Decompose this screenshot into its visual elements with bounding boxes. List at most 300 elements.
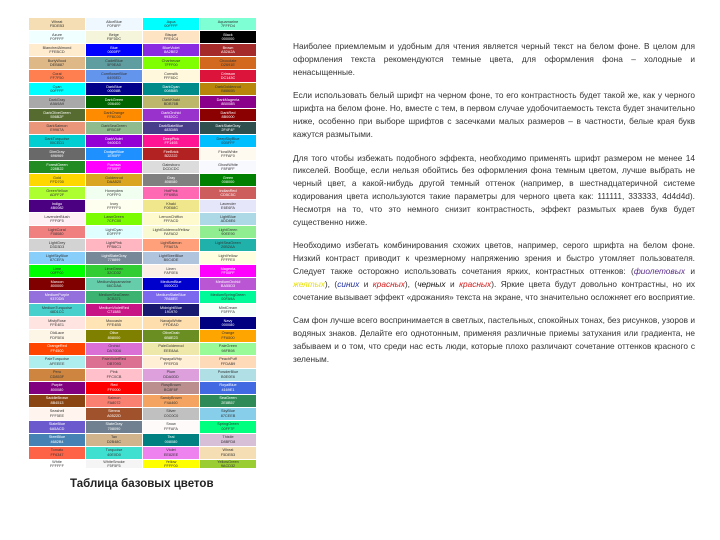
p4-text-1: Необходимо избегать комбинирования схожих цветов, например, серого шрифта на белом фоне. Низкий контраст приводит к чрезмерному напряжению зрения и быстро утомляет пользователя. Следует также осторожно использовать сочетания ярких, контрастных оттенков: ( bbox=[293, 240, 695, 276]
color-name: PaleVioletRed bbox=[102, 357, 126, 362]
color-name: LawnGreen bbox=[104, 214, 124, 219]
paragraph-4 bbox=[293, 239, 695, 303]
color-cell bbox=[86, 96, 142, 108]
color-cell bbox=[200, 31, 256, 43]
color-code: FFFAFA bbox=[164, 426, 178, 431]
color-cell bbox=[143, 109, 199, 121]
p4-text-7: ). Яркие цвета будут довольно контрастны, но их сочетание вызывает эффект «дрожания» текста на экране, что значительно осложняет его восприятие. bbox=[293, 278, 696, 302]
color-name: Maroon bbox=[50, 279, 64, 284]
color-name: Tan bbox=[110, 435, 118, 440]
color-name: Crimson bbox=[220, 71, 236, 76]
paragraph-5: Сам фон лучше всего воспринимается в светлых, пастельных, спокойных тонах, без рисунков, узоров и водяных знаков. Делайте его однотонным, применяя различные приемы затухания или градиента, не забываем и о том, что среди нас есть люди, которые плохо различают сочетание оттенков красного с зеленым. bbox=[293, 315, 695, 364]
color-code: FFEBCD bbox=[49, 49, 65, 54]
color-code: 00BFFF bbox=[221, 140, 235, 145]
color-cell bbox=[200, 213, 256, 225]
color-cell bbox=[200, 460, 256, 468]
color-cell bbox=[200, 278, 256, 290]
color-name: SpringGreen bbox=[217, 422, 239, 427]
color-code: 008080 bbox=[164, 439, 178, 444]
color-code: 228B22 bbox=[50, 166, 64, 171]
color-code: 8FBC8F bbox=[106, 127, 122, 132]
color-cell bbox=[86, 395, 142, 407]
color-code: BC8F8F bbox=[163, 387, 179, 392]
p4-text-3: ), ( bbox=[324, 278, 338, 289]
color-code: 6A5ACD bbox=[49, 426, 65, 431]
color-cell bbox=[86, 382, 142, 394]
color-name: DarkCyan bbox=[162, 84, 180, 89]
color-cell bbox=[86, 330, 142, 342]
color-code: 8A2BE2 bbox=[164, 49, 178, 54]
color-name: MistyRose bbox=[48, 318, 66, 323]
color-code: FAFAD2 bbox=[163, 231, 179, 236]
color-cell bbox=[29, 135, 85, 147]
p4-text-4: и bbox=[359, 278, 373, 289]
color-cell bbox=[200, 395, 256, 407]
color-cell bbox=[200, 174, 256, 186]
color-cell bbox=[86, 460, 142, 468]
color-code: 696969 bbox=[50, 153, 64, 158]
color-cell bbox=[143, 434, 199, 446]
color-code: DEB887 bbox=[49, 62, 65, 67]
color-name: DarkKhaki bbox=[162, 97, 180, 102]
color-cell bbox=[86, 213, 142, 225]
color-cell bbox=[143, 330, 199, 342]
emphasis-violet: фиолетовых bbox=[633, 265, 686, 276]
color-cell bbox=[143, 226, 199, 238]
paragraph-3: Для того чтобы избежать подобного эффекта, необходимо применять шрифт размером не менее 14 пикселей. Вообще, если нельзя обойтись без оформления фона темным цветом, лучше выбрать не черный цвет, а какой-нибудь другой темный оттенок (например, в шестнадцатеричной системе кодирования цвета используются такие параметры для черного цвета как: 111111, 333333, 4d4d4d). Несмотря на то, что это немного снизит контрастность, эффект размытых краев букв будет существенно ниже. bbox=[293, 152, 695, 227]
color-name: DarkGoldenrod bbox=[215, 84, 241, 89]
color-name: RosyBrown bbox=[161, 383, 181, 388]
color-name: DeepSkyBlue bbox=[216, 136, 240, 141]
color-code: FFF8DC bbox=[163, 75, 179, 80]
color-code: B0E0E6 bbox=[221, 374, 235, 379]
color-name: DarkRed bbox=[220, 110, 236, 115]
color-code: 556B2F bbox=[50, 114, 64, 119]
color-name: Olive bbox=[109, 331, 119, 336]
color-cell bbox=[29, 18, 85, 30]
color-code: ADD8E6 bbox=[220, 218, 236, 223]
color-cell bbox=[143, 304, 199, 316]
color-name: Brown bbox=[222, 45, 234, 50]
color-code: E9967A bbox=[50, 127, 64, 132]
color-code: B8860B bbox=[221, 88, 235, 93]
color-cell bbox=[86, 31, 142, 43]
p4-text-5: ), ( bbox=[404, 278, 418, 289]
color-code: F5F5F5 bbox=[107, 463, 121, 468]
color-cell bbox=[200, 291, 256, 303]
color-code: BA55D3 bbox=[220, 283, 236, 288]
color-code: 0000CD bbox=[164, 283, 178, 288]
color-name: Chartreuse bbox=[161, 58, 181, 63]
table-caption: Таблица базовых цветов bbox=[70, 478, 214, 490]
color-code: FAF0E6 bbox=[164, 270, 178, 275]
color-name: Yellow bbox=[165, 459, 177, 464]
color-name: IndianRed bbox=[219, 188, 237, 193]
color-code: 4682B4 bbox=[50, 439, 64, 444]
color-cell bbox=[29, 265, 85, 277]
color-cell bbox=[143, 200, 199, 212]
color-name: SandyBrown bbox=[160, 396, 182, 401]
color-cell bbox=[29, 343, 85, 355]
color-code: FFB6C1 bbox=[106, 244, 122, 249]
color-code: 00FFFF bbox=[50, 88, 64, 93]
color-code: 808000 bbox=[107, 335, 121, 340]
color-cell bbox=[143, 395, 199, 407]
color-cell bbox=[29, 96, 85, 108]
color-name: LightCoral bbox=[48, 227, 66, 232]
color-code: E0FFFF bbox=[107, 231, 121, 236]
color-name: PeachPuff bbox=[219, 357, 237, 362]
color-name: GhostWhite bbox=[218, 162, 238, 167]
color-cell bbox=[86, 109, 142, 121]
color-code: B22222 bbox=[164, 153, 178, 158]
color-code: 6B8E23 bbox=[164, 335, 178, 340]
color-code: D2B48C bbox=[106, 439, 122, 444]
color-name: LightCyan bbox=[105, 227, 123, 232]
color-name: Bisque bbox=[165, 32, 177, 37]
color-name: Red bbox=[110, 383, 118, 388]
color-name: Khaki bbox=[166, 201, 176, 206]
color-name: Gainsboro bbox=[162, 162, 180, 167]
color-name: DeepPink bbox=[162, 136, 180, 141]
color-code: FFDAB9 bbox=[220, 361, 236, 366]
color-cell bbox=[200, 434, 256, 446]
color-cell bbox=[143, 356, 199, 368]
color-name: DarkMagenta bbox=[216, 97, 240, 102]
color-name: YellowGreen bbox=[217, 459, 239, 464]
color-cell bbox=[86, 83, 142, 95]
color-cell bbox=[200, 96, 256, 108]
color-name: PaleTurquoise bbox=[44, 357, 70, 362]
color-code: 808080 bbox=[164, 179, 178, 184]
color-cell bbox=[86, 187, 142, 199]
color-cell bbox=[29, 395, 85, 407]
color-code: F0FFF0 bbox=[107, 192, 121, 197]
color-code: 7FFFD4 bbox=[221, 23, 235, 28]
color-name: LightGrey bbox=[48, 240, 66, 245]
color-name: Beige bbox=[109, 32, 119, 37]
color-cell bbox=[29, 148, 85, 160]
color-cell bbox=[29, 408, 85, 420]
color-cell bbox=[29, 174, 85, 186]
color-name: LightSkyBlue bbox=[45, 253, 69, 258]
color-name: Sienna bbox=[108, 409, 120, 414]
color-cell bbox=[200, 161, 256, 173]
color-name: NavajoWhite bbox=[160, 318, 182, 323]
color-name: Blue bbox=[110, 45, 118, 50]
color-name: PapayaWhip bbox=[160, 357, 182, 362]
color-name: OrangeRed bbox=[47, 344, 67, 349]
color-code: 98FB98 bbox=[221, 348, 235, 353]
color-code: 66CDAA bbox=[106, 283, 122, 288]
color-name: Pink bbox=[110, 370, 118, 375]
emphasis-red: красных bbox=[372, 278, 405, 289]
color-cell bbox=[143, 161, 199, 173]
color-cell bbox=[29, 421, 85, 433]
color-cell bbox=[143, 31, 199, 43]
color-cell bbox=[29, 239, 85, 251]
color-name: MediumOrchid bbox=[215, 279, 241, 284]
color-name: MediumSeaGreen bbox=[98, 292, 130, 297]
color-name: MediumSlateBlue bbox=[156, 292, 186, 297]
color-name: Navy bbox=[223, 318, 233, 323]
color-code: 000080 bbox=[221, 322, 235, 327]
color-code: 8B0000 bbox=[221, 114, 235, 119]
color-name: DimGray bbox=[49, 149, 65, 154]
color-name: DarkOrange bbox=[103, 110, 125, 115]
color-code: 0000FF bbox=[107, 49, 121, 54]
emphasis-yellow: желтых bbox=[293, 278, 325, 289]
color-code: 8B008B bbox=[221, 101, 235, 106]
color-code: FA8072 bbox=[107, 400, 121, 405]
color-name: MediumAquamarine bbox=[97, 279, 131, 284]
color-name: SkyBlue bbox=[221, 409, 235, 414]
color-name: LimeGreen bbox=[104, 266, 124, 271]
color-cell bbox=[143, 369, 199, 381]
color-name: Green bbox=[222, 175, 234, 180]
color-cell bbox=[200, 252, 256, 264]
color-code: FF6347 bbox=[50, 452, 64, 457]
color-name: OliveDrab bbox=[162, 331, 180, 336]
color-name: DarkSalmon bbox=[46, 123, 68, 128]
color-name: DarkViolet bbox=[105, 136, 123, 141]
color-cell bbox=[86, 200, 142, 212]
color-name: Aqua bbox=[166, 19, 176, 24]
color-code: F4A460 bbox=[164, 400, 178, 405]
color-name: Plum bbox=[166, 370, 176, 375]
color-cell bbox=[143, 317, 199, 329]
color-name: Orange bbox=[221, 331, 235, 336]
color-code: EEE8AA bbox=[163, 348, 179, 353]
color-code: DC143C bbox=[220, 75, 236, 80]
color-name: GreenYellow bbox=[46, 188, 68, 193]
color-cell bbox=[86, 291, 142, 303]
color-name: Magenta bbox=[220, 266, 236, 271]
color-code: A52A2A bbox=[221, 49, 235, 54]
color-name: LemonChiffon bbox=[159, 214, 183, 219]
color-cell bbox=[86, 174, 142, 186]
color-name: OldLace bbox=[49, 331, 65, 336]
color-name: LightSteelBlue bbox=[158, 253, 184, 258]
color-cell bbox=[29, 226, 85, 238]
p4-text-2: и bbox=[685, 265, 695, 276]
color-cell bbox=[29, 447, 85, 459]
color-cell bbox=[86, 278, 142, 290]
color-name: DarkGreen bbox=[104, 97, 124, 102]
color-name: Lime bbox=[52, 266, 62, 271]
color-name: Lavender bbox=[220, 201, 236, 206]
color-cell bbox=[86, 408, 142, 420]
color-name: Wheat bbox=[51, 19, 63, 24]
color-cell bbox=[29, 434, 85, 446]
color-cell bbox=[29, 122, 85, 134]
color-cell bbox=[143, 57, 199, 69]
color-name: BurlyWood bbox=[47, 58, 67, 63]
color-name: HotPink bbox=[164, 188, 178, 193]
color-name: Gray bbox=[166, 175, 176, 180]
color-cell bbox=[29, 109, 85, 121]
color-cell bbox=[143, 382, 199, 394]
color-cell bbox=[143, 83, 199, 95]
color-code: 708090 bbox=[107, 426, 121, 431]
color-name: PowderBlue bbox=[217, 370, 239, 375]
color-code: 90EE90 bbox=[221, 231, 235, 236]
color-cell bbox=[200, 83, 256, 95]
color-cell bbox=[29, 200, 85, 212]
color-name: Silver bbox=[166, 409, 176, 414]
color-code: FFD700 bbox=[50, 179, 64, 184]
color-cell bbox=[200, 421, 256, 433]
color-name: Gold bbox=[52, 175, 62, 180]
color-cell bbox=[200, 330, 256, 342]
color-cell bbox=[29, 356, 85, 368]
color-cell bbox=[200, 226, 256, 238]
color-cell bbox=[143, 447, 199, 459]
color-name: Seashell bbox=[49, 409, 65, 414]
color-name: LightGoldenrodYellow bbox=[152, 227, 190, 232]
color-name: WhiteSmoke bbox=[103, 459, 125, 464]
color-code: B0C4DE bbox=[163, 257, 179, 262]
color-cell bbox=[86, 447, 142, 459]
color-code: 87CEFA bbox=[49, 257, 65, 262]
color-name: Indigo bbox=[51, 201, 63, 206]
color-code: CD5C5C bbox=[220, 192, 236, 197]
color-code: DB7093 bbox=[107, 361, 121, 366]
color-name: White bbox=[52, 459, 62, 464]
color-code: DDA0DD bbox=[163, 374, 179, 379]
color-code: 32CD32 bbox=[107, 270, 121, 275]
color-code: 00008B bbox=[107, 88, 121, 93]
color-code: 8B4513 bbox=[50, 400, 64, 405]
color-name: LightYellow bbox=[218, 253, 238, 258]
color-name: FireBrick bbox=[163, 149, 179, 154]
color-code: 48D1CC bbox=[49, 309, 65, 314]
color-name: SeaGreen bbox=[219, 396, 237, 401]
color-cell bbox=[29, 317, 85, 329]
color-name: Cyan bbox=[52, 84, 62, 89]
color-code: D3D3D3 bbox=[49, 244, 65, 249]
color-code: ADFF2F bbox=[49, 192, 65, 197]
color-cell bbox=[29, 330, 85, 342]
color-code: 40E0D0 bbox=[107, 452, 121, 457]
color-name: MintCream bbox=[218, 305, 238, 310]
color-name: Coral bbox=[52, 71, 62, 76]
color-code: BDB76B bbox=[163, 101, 179, 106]
color-name: CadetBlue bbox=[105, 58, 123, 63]
color-code: 191970 bbox=[164, 309, 178, 314]
color-name: Snow bbox=[166, 422, 176, 427]
color-name: DarkSlateBlue bbox=[158, 123, 184, 128]
color-cell bbox=[86, 148, 142, 160]
color-name: DarkTurquoise bbox=[44, 136, 70, 141]
color-code: DCDCDC bbox=[162, 166, 180, 171]
color-code: 2F4F4F bbox=[221, 127, 235, 132]
color-code: FFC0CB bbox=[106, 374, 122, 379]
color-cell bbox=[143, 408, 199, 420]
color-code: 00FA9A bbox=[221, 296, 235, 301]
color-code: 006400 bbox=[107, 101, 121, 106]
color-name: Cornsilk bbox=[164, 71, 178, 76]
color-code: C0C0C0 bbox=[163, 413, 179, 418]
color-cell bbox=[200, 57, 256, 69]
color-code: FFFF00 bbox=[164, 463, 178, 468]
color-name: PaleGreen bbox=[218, 344, 238, 349]
color-code: A9A9A9 bbox=[50, 101, 64, 106]
color-name: LightGreen bbox=[218, 227, 238, 232]
color-code: 800080 bbox=[50, 387, 64, 392]
color-code: DA70D6 bbox=[106, 348, 122, 353]
color-name: DarkSlateGray bbox=[215, 123, 241, 128]
color-name: Tomato bbox=[50, 448, 64, 453]
color-cell bbox=[200, 304, 256, 316]
color-code: F08080 bbox=[50, 231, 64, 236]
color-cell bbox=[29, 278, 85, 290]
color-cell bbox=[200, 408, 256, 420]
color-code: FFA07A bbox=[164, 244, 178, 249]
color-code: E6E6FA bbox=[221, 205, 235, 210]
color-code: FFFAF0 bbox=[221, 153, 235, 158]
emphasis-black: черных bbox=[417, 278, 446, 289]
color-code: FFA500 bbox=[221, 335, 235, 340]
color-code: 3CB371 bbox=[107, 296, 121, 301]
color-name: LightSeaGreen bbox=[215, 240, 241, 245]
color-code: CD853F bbox=[49, 374, 65, 379]
color-cell bbox=[143, 265, 199, 277]
color-name: AliceBlue bbox=[106, 19, 122, 24]
color-name: ForestGreen bbox=[46, 162, 68, 167]
color-name: Chocolate bbox=[219, 58, 237, 63]
color-code: FFE4B5 bbox=[107, 322, 121, 327]
color-name: DarkOrchid bbox=[161, 110, 181, 115]
color-code: FF69B4 bbox=[164, 192, 178, 197]
color-name: FloralWhite bbox=[218, 149, 238, 154]
color-cell bbox=[86, 356, 142, 368]
color-name: BlanchedAlmond bbox=[42, 45, 72, 50]
color-name: MidnightBlue bbox=[160, 305, 182, 310]
color-name: RoyalBlue bbox=[219, 383, 237, 388]
color-code: F8F8FF bbox=[221, 166, 235, 171]
color-cell bbox=[86, 434, 142, 446]
color-name: Azure bbox=[52, 32, 62, 37]
color-code: FF00FF bbox=[107, 166, 121, 171]
color-name: SlateGray bbox=[105, 422, 123, 427]
color-name: Moccasin bbox=[105, 318, 123, 323]
color-cell bbox=[143, 252, 199, 264]
color-code: F5F5DC bbox=[106, 36, 122, 41]
color-cell bbox=[29, 213, 85, 225]
color-name: Honeydew bbox=[105, 188, 123, 193]
color-name: DodgerBlue bbox=[103, 149, 125, 154]
color-cell bbox=[29, 57, 85, 69]
color-name: Black bbox=[223, 32, 233, 37]
color-code: 20B2AA bbox=[221, 244, 235, 249]
color-cell bbox=[29, 187, 85, 199]
color-cell bbox=[29, 31, 85, 43]
color-code: 800000 bbox=[50, 283, 64, 288]
color-code: FFFFF0 bbox=[107, 205, 121, 210]
color-code: FFFACD bbox=[163, 218, 179, 223]
color-name: Salmon bbox=[107, 396, 121, 401]
color-code: F5DEB3 bbox=[220, 452, 236, 457]
color-code: 000000 bbox=[221, 36, 235, 41]
color-cell bbox=[143, 239, 199, 251]
color-cell bbox=[200, 265, 256, 277]
color-code: EE82EE bbox=[163, 452, 179, 457]
color-code: 7FFF00 bbox=[164, 62, 178, 67]
paragraph-1: Наиболее приемлемым и удобным для чтения является черный текст на белом фоне. В целом для оформления текста рекомендуются темные цвета, для оформления фона – холодные и ненасыщенные. bbox=[293, 41, 695, 77]
color-code: F0FFFF bbox=[50, 36, 64, 41]
color-cell bbox=[143, 18, 199, 30]
